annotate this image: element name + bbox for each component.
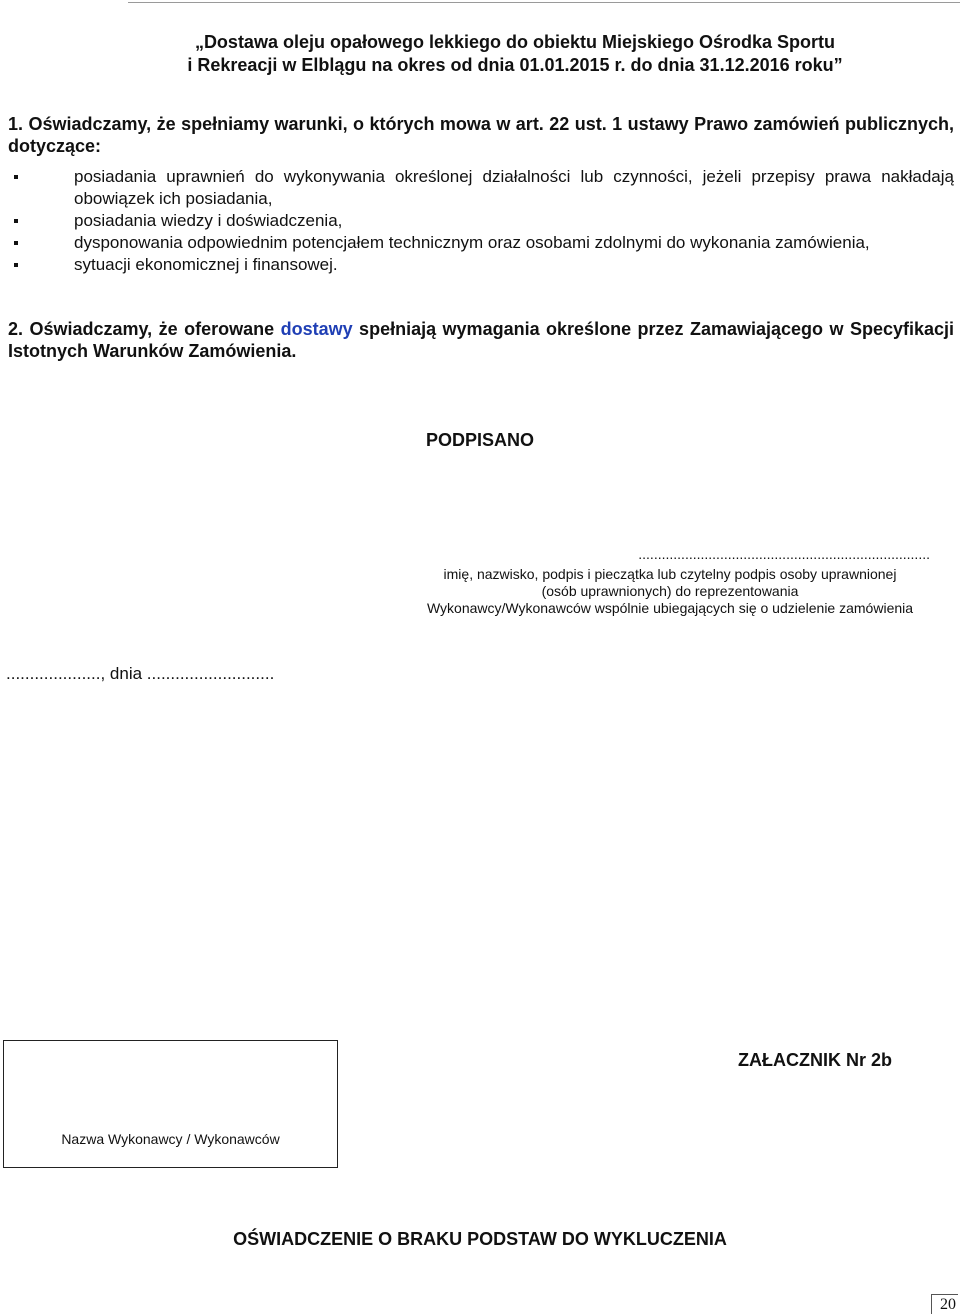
bullet-icon [14,175,18,179]
list-item [14,254,954,276]
section-1-heading: 1. Oświadczamy, że spełniamy warunki, o których mowa w art. 22 ust. 1 ustawy Prawo zamówień publicznych, dotyczące: [8,114,954,156]
signature-caption-line-1: imię, nazwisko, podpis i pieczątka lub czytelny podpis osoby uprawnionej [443,566,897,582]
contractor-stamp-box [3,1040,338,1168]
page-number: 20 [931,1294,958,1314]
requirements-list [14,166,954,276]
signature-caption [385,566,955,617]
section-2-highlight: dostawy [280,319,353,339]
list-item-text: posiadania wiedzy i doświadczenia, [74,211,343,230]
list-item-text: dysponowania odpowiednim potencjałem technicznym oraz osobami zdolnymi do wykonania zamówienia, [74,233,870,252]
section-2-text-end: spełniają wymagania określone przez Zamawiającego w Specyfikacji Istotnych Warunków Zamówienia. [8,319,955,361]
bullet-icon [14,263,18,267]
signature-caption-line-2: (osób uprawnionych) do reprezentowania [541,583,799,599]
list-item-text: posiadania uprawnień do wykonywania określonej działalności lub czynności, jeżeli przepisy prawa nakładają obowiązek ich posiadania, [74,167,954,208]
list-item [14,166,954,210]
signed-heading: PODPISANO [425,430,535,450]
contractor-name-label: Nazwa Wykonawcy / Wykonawców [61,1131,280,1147]
signature-dots: ........................................................................... [638,546,930,562]
declaration-title: OŚWIADCZENIE O BRAKU PODSTAW DO WYKLUCZENIA [233,1229,727,1249]
section-2-statement [8,318,954,362]
list-item-text: sytuacji ekonomicznej i finansowej. [74,255,338,274]
annex-title: ZAŁACZNIK Nr 2b [738,1050,892,1070]
document-title-line-1: „Dostawa oleju opałowego lekkiego do obiektu Miejskiego Ośrodka Sportu [194,32,836,52]
place-date-line: ...................., dnia ........................... [6,664,275,683]
top-rule [128,2,960,3]
signature-caption-line-3: Wykonawcy/Wykonawców wspólnie ubiegających się o udzielenie zamówienia [426,600,914,616]
list-item [14,232,954,254]
bullet-icon [14,219,18,223]
bullet-icon [14,241,18,245]
section-2-text-start: 2. Oświadczamy, że oferowane [8,319,281,339]
document-title-line-2: i Rekreacji w Elblągu na okres od dnia 01.01.2015 r. do dnia 31.12.2016 roku” [187,55,843,75]
list-item [14,210,954,232]
